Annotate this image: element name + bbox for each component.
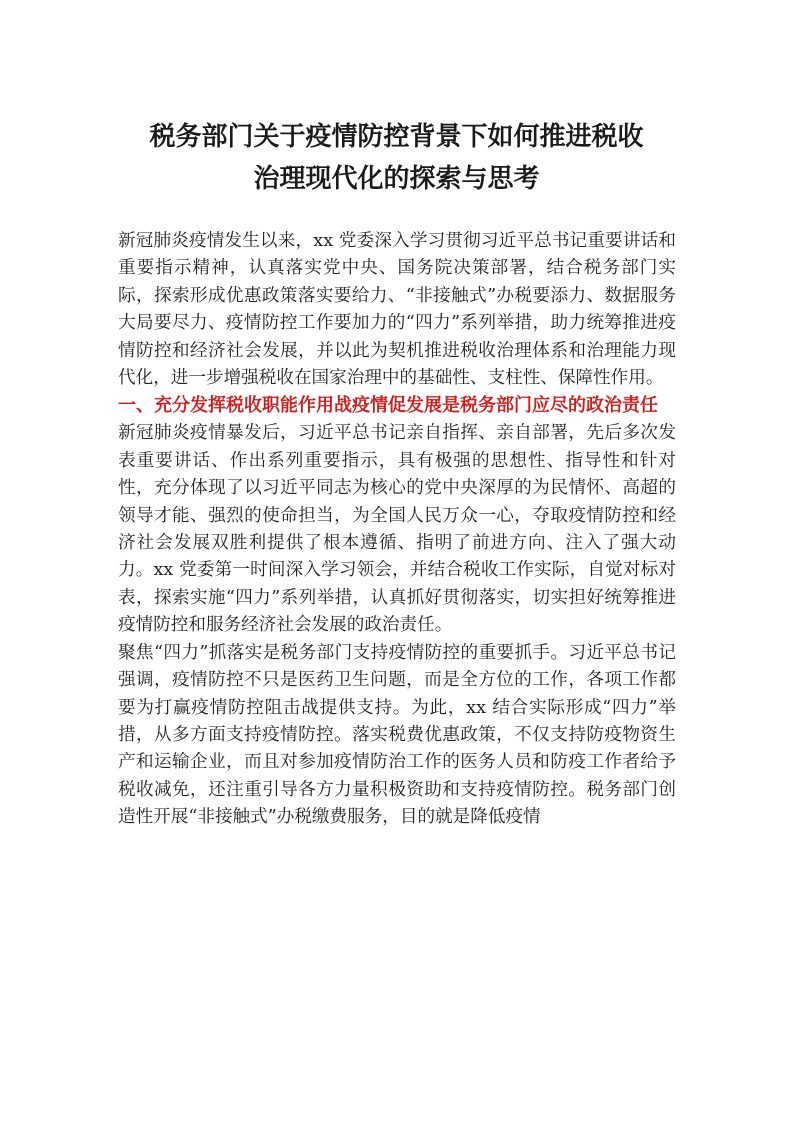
title-line-1: 税务部门关于疫情防控背景下如何推进税收 xyxy=(149,122,644,152)
section-1-heading: 一、充分发挥税收职能作用战疫情促发展是税务部门应尽的政治责任 xyxy=(118,395,658,417)
document-body xyxy=(118,228,676,832)
document-title xyxy=(100,116,693,200)
section-1-paragraph-2: 聚焦“四力”抓落实是税务部门支持疫情防控的重要抓手。习近平总书记强调，疫情防控不只是医药卫生问题，而是全方位的工作，各项工作都要为打赢疫情防控阻击战提供支持。为此，xx 结合实际形成“四力”举措，从多方面支持疫情防控。落实税费优惠政策，不仅支持防疫物资生产和运输企业，而且对参加疫情防治工作的医务人员和防疫工作者给予税收减免，还注重引导各方力量积极资助和支持疫情防控。税务部门创造性开展“非接触式”办税缴费服务，目的就是降低疫情 xyxy=(118,642,676,828)
intro-paragraph: 新冠肺炎疫情发生以来，xx 党委深入学习贯彻习近平总书记重要讲话和重要指示精神，认真落实党中央、国务院决策部署，结合税务部门实际，探索形成优惠政策落实要给力、“非接触式”办税要添力、数据服务大局要尽力、疫情防控工作要加力的“四力”系列举措，助力统筹推进疫情防控和经济社会发展，并以此为契机推进税收治理体系和治理能力现代化，进一步增强税收在国家治理中的基础性、支柱性、保障性作用。 xyxy=(118,231,676,389)
section-1-paragraph-1: 新冠肺炎疫情暴发后，习近平总书记亲自指挥、亲自部署，先后多次发表重要讲话、作出系列重要指示，具有极强的思想性、指导性和针对性，充分体现了以习近平同志为核心的党中央深厚的为民情怀、高超的领导才能、强烈的使命担当，为全国人民万众一心，夺取疫情防控和经济社会发展双胜利提供了根本遵循、指明了前进方向、注入了强大动力。xx 党委第一时间深入学习领会，并结合税收工作实际，自觉对标对表，探索实施“四力”系列举措，认真抓好贯彻落实，切实担好统筹推进疫情防控和服务经济社会发展的政治责任。 xyxy=(118,423,676,636)
title-line-2: 治理现代化的探索与思考 xyxy=(253,164,540,194)
